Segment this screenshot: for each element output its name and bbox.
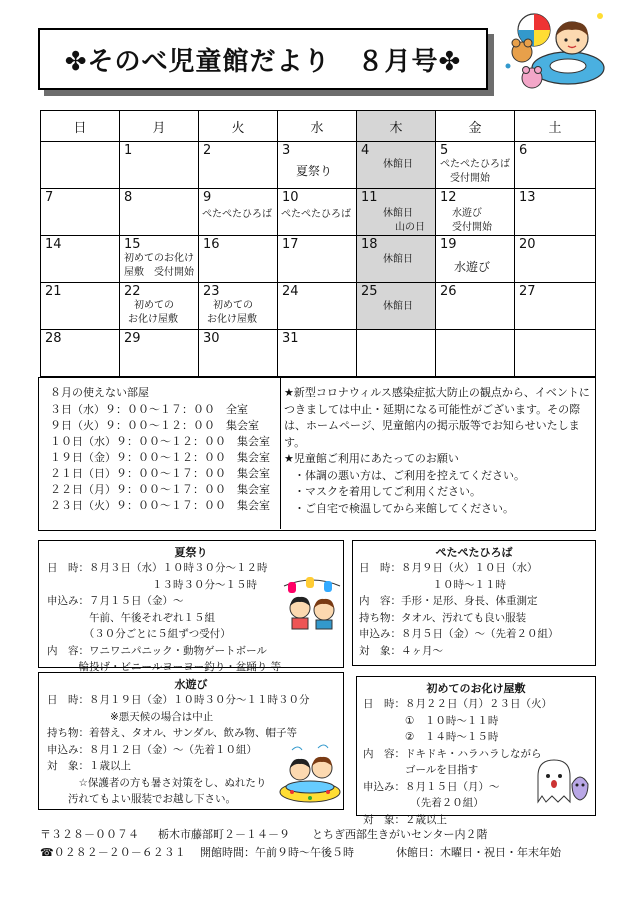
day-number: 25 — [361, 284, 378, 299]
natsumatsuri-line: 申込み：７月１５日（金）～ — [47, 595, 184, 607]
calendar-day — [120, 283, 199, 330]
calendar-day — [357, 236, 436, 283]
unavailable-line: ２１日（日）９：００～１７：００ 集会室 — [50, 467, 270, 480]
obake-line: 対 象：２歳以上 — [363, 813, 447, 826]
calendar-day — [278, 236, 357, 283]
calendar-day — [357, 283, 436, 330]
calendar-day — [199, 236, 278, 283]
unavailable-line: １０日（水）９：００～１２：００ 集会室 — [50, 435, 270, 448]
calendar-day — [199, 283, 278, 330]
calendar-day — [41, 189, 120, 236]
calendar-week — [41, 330, 596, 377]
obake-line: ゴールを目指す — [363, 764, 479, 776]
calendar-day — [357, 142, 436, 189]
day-number: 16 — [203, 237, 220, 252]
natsumatsuri-line: １３時３０分～１５時 — [47, 578, 257, 591]
day-number: 17 — [282, 237, 299, 252]
calendar-day — [120, 142, 199, 189]
petapeta-line: 対 象：４ヶ月～ — [359, 644, 443, 657]
event-label: 水遊び — [452, 208, 482, 219]
notice-bullet: ・マスクを着用してご利用ください。 — [294, 485, 481, 498]
weekday-header-row — [41, 111, 596, 142]
calendar-day — [515, 283, 596, 330]
calendar-day — [436, 142, 515, 189]
day-number: 2 — [203, 143, 212, 158]
event-label: 休館日 — [383, 159, 413, 170]
mizuasobi-line: 持ち物：着替え、タオル、サンダル、飲み物、帽子等 — [47, 727, 298, 739]
obake-title: 初めてのお化け屋敷 — [426, 682, 526, 695]
phone-number: ☎０２８２－２０－６２３１ — [40, 846, 186, 859]
petapeta-line: １０時～１１時 — [359, 578, 506, 591]
mizuasobi-line: 汚れてもよい服装でお越し下さい。 — [47, 793, 236, 805]
day-number: 22 — [124, 284, 141, 299]
obake-line: ② １４時～１５時 — [363, 731, 499, 743]
unavailable-line: ２２日（月）９：００～１７：００ 集会室 — [50, 483, 270, 496]
mizuasobi-line: 申込み：８月１２日（金）～（先着１０組） — [47, 743, 257, 756]
august-calendar — [40, 110, 596, 377]
address: 栃木市藤部町２－１４－９ とちぎ西部生きがいセンター内２階 — [158, 828, 488, 841]
event-label: ぺたぺたひろば — [440, 159, 510, 170]
calendar-day — [278, 142, 357, 189]
calendar-week — [41, 236, 596, 283]
notice — [284, 385, 590, 517]
mizuasobi-line: 日 時：８月１９日（金）１０時３０分～１１時３０分 — [47, 694, 310, 706]
natsumatsuri-title: 夏祭り — [174, 546, 208, 559]
day-number: 27 — [519, 284, 536, 299]
calendar-day — [41, 142, 120, 189]
day-number: 26 — [440, 284, 457, 299]
day-number: 13 — [519, 190, 536, 205]
event-label: 屋敷 受付開始 — [124, 267, 194, 278]
calendar-day — [278, 189, 357, 236]
day-number: 29 — [124, 331, 141, 346]
calendar-day — [436, 189, 515, 236]
event-label: 休館日 — [383, 301, 413, 312]
day-number: 24 — [282, 284, 299, 299]
day-number: 10 — [282, 190, 299, 205]
event-label: 夏祭り — [296, 164, 333, 178]
calendar-day — [120, 330, 199, 377]
day-number: 11 — [361, 190, 378, 205]
event-label: 休館日 — [383, 208, 413, 219]
calendar-day — [120, 189, 199, 236]
petapeta-title: ぺたぺたひろば — [435, 546, 513, 559]
obake-line: 申込み：８月１５日（月）～ — [363, 780, 500, 793]
opening-hours: 開館時間：午前９時～午後５時 — [200, 846, 354, 859]
closed-days: 休館日：木曜日・祝日・年末年始 — [396, 846, 561, 859]
day-number: 5 — [440, 143, 449, 158]
natsumatsuri-line: 日 時：８月３日（水）１０時３０分～１２時 — [47, 562, 268, 574]
event-label: 初めての — [213, 300, 253, 311]
calendar-day — [120, 236, 199, 283]
weekday-mon: 月 — [120, 111, 199, 142]
info-divider — [280, 377, 281, 529]
day-number: 31 — [282, 331, 299, 346]
kids-pool-float-illustration — [500, 6, 610, 98]
mizuasobi-title: 水遊び — [174, 678, 208, 691]
calendar-day — [515, 142, 596, 189]
calendar-day — [199, 189, 278, 236]
page-title: ✤そのべ児童館だより ８月号✤ — [64, 46, 462, 77]
notice-covid: ★新型コロナウィルス感染症拡大防止の観点から、イベントにつきましては中止・延期になる可能性がございます。その際は、ホームページ、児童館内の掲示版等でお知らせいたします。 — [284, 386, 590, 449]
day-number: 21 — [45, 284, 62, 299]
ghost-illustration — [530, 754, 592, 810]
unavailable-line: ３日（水）９：００～１７：００ 全室 — [50, 403, 248, 416]
unavailable-heading: ８月の使えない部屋 — [50, 386, 149, 399]
festival-kids-illustration — [282, 572, 342, 630]
calendar-day — [199, 330, 278, 377]
event-label: 受付開始 — [450, 173, 490, 184]
unavailable-line: １９日（金）９：００～１２：００ 集会室 — [50, 451, 270, 464]
event-label: 受付開始 — [452, 222, 492, 233]
notice-bullet: ・体調の悪い方は、ご利用を控えてください。 — [294, 468, 525, 482]
day-number: 18 — [361, 237, 378, 252]
weekday-fri: 金 — [436, 111, 515, 142]
weekday-sat: 土 — [515, 111, 596, 142]
calendar-day — [357, 330, 436, 377]
day-number: 8 — [124, 190, 133, 205]
mizuasobi-line: ※悪天候の場合は中止 — [47, 710, 214, 723]
calendar-week — [41, 283, 596, 330]
day-number: 30 — [203, 331, 220, 346]
petapeta-line: 申込み：８月５日（金）～（先着２０組） — [359, 628, 559, 640]
petapeta-panel — [352, 540, 596, 666]
calendar-week — [41, 189, 596, 236]
obake-line: 内 容：ドキドキ・ハラハラしながら — [363, 747, 542, 760]
calendar-day — [357, 189, 436, 236]
obake-line: ① １０時～１１時 — [363, 714, 499, 727]
day-number: 14 — [45, 237, 62, 252]
event-label: 水遊び — [454, 260, 491, 274]
day-number: 20 — [519, 237, 536, 252]
calendar-day — [436, 236, 515, 283]
calendar-day — [41, 330, 120, 377]
event-label: 休館日 — [383, 254, 413, 265]
notice-bullet: ・ご自宅で検温してから来館してください。 — [294, 501, 514, 515]
kiddie-pool-illustration — [278, 742, 342, 804]
mizuasobi-line: ☆保護者の方も暑さ対策をし、ぬれたり — [47, 776, 267, 789]
calendar-day — [199, 142, 278, 189]
event-label: 初めての — [134, 300, 174, 311]
event-label: ぺたぺたひろば — [281, 209, 351, 220]
postal-code: 〒３２８－００７４ — [40, 828, 139, 841]
calendar-day — [278, 283, 357, 330]
event-label: お化け屋敷 — [207, 314, 257, 325]
petapeta-line: 日 時：８月９日（火）１０日（水） — [359, 562, 538, 574]
calendar-day — [515, 236, 596, 283]
mizuasobi-line: 対 象：１歳以上 — [47, 760, 131, 772]
calendar-day — [41, 236, 120, 283]
petapeta-line: 内 容：手形・足形、身長、体重測定 — [359, 595, 538, 607]
day-number: 15 — [124, 237, 141, 252]
day-number: 9 — [203, 190, 212, 205]
event-label: 初めてのお化け — [124, 253, 194, 264]
obake-line: 日 時：８月２２日（月）２３日（火） — [363, 698, 552, 710]
natsumatsuri-line: 内 容：ワニワニパニック・動物ゲートボール — [47, 644, 267, 657]
natsumatsuri-line: 輪投げ・ビニールヨーヨー釣り・盆踊り 等 — [47, 661, 282, 673]
day-number: 23 — [203, 284, 220, 299]
unavailable-line: ９日（火）９：００～１２：００ 集会室 — [50, 419, 259, 432]
title-banner — [38, 28, 488, 90]
obake-line: （先着２０組） — [363, 797, 484, 809]
calendar-day — [41, 283, 120, 330]
day-number: 7 — [45, 190, 54, 205]
natsumatsuri-line: 午前、午後それぞれ１５組 — [47, 611, 215, 624]
calendar-day — [515, 330, 596, 377]
weekday-thu: 木 — [357, 111, 436, 142]
notice-request-heading: ★児童館ご利用にあたってのお願い — [284, 452, 459, 465]
weekday-sun: 日 — [41, 111, 120, 142]
day-number: 3 — [282, 143, 291, 158]
calendar-day — [515, 189, 596, 236]
weekday-wed: 水 — [278, 111, 357, 142]
weekday-tue: 火 — [199, 111, 278, 142]
footer — [40, 826, 600, 862]
day-number: 1 — [124, 143, 133, 158]
event-label: ぺたぺたひろば — [202, 209, 272, 220]
calendar-week — [41, 142, 596, 189]
day-number: 4 — [361, 143, 370, 158]
calendar-day — [436, 330, 515, 377]
day-number: 28 — [45, 331, 62, 346]
calendar-day — [436, 283, 515, 330]
event-label: 山の日 — [395, 222, 425, 233]
petapeta-line: 持ち物：タオル、汚れても良い服装 — [359, 611, 527, 624]
event-label: お化け屋敷 — [128, 314, 178, 325]
natsumatsuri-line: （３０分ごとに５組ずつ受付） — [47, 628, 231, 640]
unavailable-rooms — [50, 385, 278, 514]
calendar-day — [278, 330, 357, 377]
unavailable-line: ２３日（火）９：００～１７：００ 集会室 — [50, 499, 270, 512]
day-number: 6 — [519, 143, 528, 158]
day-number: 19 — [440, 237, 457, 252]
day-number: 12 — [440, 190, 457, 205]
